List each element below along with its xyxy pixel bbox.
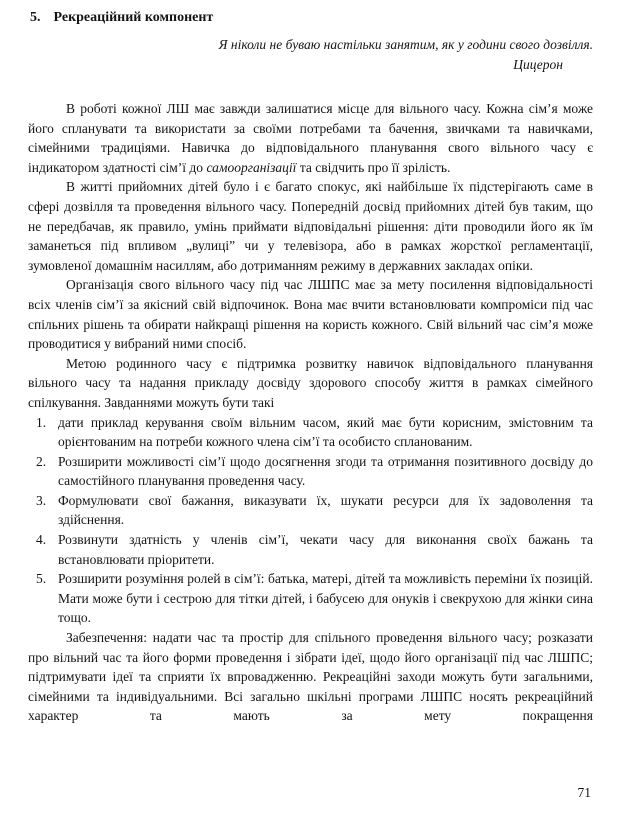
section-title: Рекреаційний компонент xyxy=(53,10,214,25)
epigraph-quote: Я ніколи не буваю настільки занятим, як у години свого дозвілля. xyxy=(218,37,593,52)
paragraph-1-emphasis: самоорганізації xyxy=(206,159,297,175)
list-item-text: дати приклад керування своїм вільним часом, який має бути корисним, змістовним та орієнтованим на потреби кожного члена сім’ї та особисто спланованим. xyxy=(58,414,593,450)
list-item-number: 1. xyxy=(36,414,47,430)
paragraph-1-text: В роботі кожної ЛШ має завжди залишатися місце для вільного часу. Кожна сім’я може його спланувати та використати за своїми потребами та бачення, звичками та навичками, сімейними традиціями. Навичка до відповідального планування свого вільного часу є індикатором здатності сім’ї до xyxy=(28,101,593,175)
list-item-number: 4. xyxy=(36,532,47,548)
epigraph-author: Цицерон xyxy=(513,57,563,72)
list-item-number: 5. xyxy=(36,571,47,587)
list-item-text: Розширити можливості сім’ї щодо досягнення згоди та отримання позитивного досвіду до самостійного планування проведення часу. xyxy=(58,453,593,489)
tasks-list xyxy=(28,413,593,629)
list-item-number: 2. xyxy=(36,453,47,469)
paragraph-3: Організація свого вільного часу під час ЛШПС має за мету посилення відповідальності всіх членів сім’ї за якісний свій відпочинок. Вона має вчити встановлювати компроміси під час спільних рішень та обирати найкращі рішення на користь кожного. Свій вільний час сім’я може проводитися у вибраний ними спосіб. xyxy=(28,277,593,352)
list-item xyxy=(28,413,593,452)
list-item xyxy=(28,530,593,569)
list-item xyxy=(28,452,593,491)
list-item xyxy=(28,569,593,628)
section-number: 5. xyxy=(30,10,41,25)
paragraph-1-text-end: та свідчить про її зрілість. xyxy=(296,159,451,175)
list-item xyxy=(28,491,593,530)
paragraph-4: Метою родинного часу є підтримка розвитку навичок відповідального планування вільного часу та надання прикладу досвіду здорового способу життя в рамках сімейного спілкування. Завданнями можуть бути такі xyxy=(28,355,593,410)
section-heading xyxy=(30,8,593,28)
page-number: 71 xyxy=(577,785,591,800)
epigraph xyxy=(28,35,593,75)
list-item-number: 3. xyxy=(36,492,47,508)
list-item-text: Розширити розуміння ролей в сім’ї: батька, матері, дітей та можливість переміни їх позицій. Мати може бути і сестрою для тітки дітей, і бабусею для онуків і свекрухою для жінки сина тощо. xyxy=(58,571,593,626)
list-item-text: Формулювати свої бажання, виказувати їх, шукати ресурси для їх задоволення та здійснення. xyxy=(58,492,593,528)
paragraph-5: Забезпечення: надати час та простір для спільного проведення вільного часу; розказати про вільний час та його форми проведення і зібрати ідеї, щодо його організації під час ЛШПС; підтримувати ідеї та сприяти їх впровадженню. Рекреаційні заходи можуть бути загальними, сімейними та індивідуальними. Всі загально шкільні програми ЛШПС носять рекреаційний характер та мають за мету покращення xyxy=(28,630,593,724)
list-item-text: Розвинути здатність у членів сім’ї, чекати часу для виконання своїх бажань та встановлювати пріоритети. xyxy=(58,532,593,567)
paragraph-2: В житті прийомних дітей було і є багато спокус, які найбільше їх підстерігають саме в сфері дозвілля та проведення вільного часу. Попередній досвід прийомних дітей був таким, що не передбачав, як правило, умінь приймати відповідальні рішення: діти проводили його як їм заманеться під впливом „вулиці” чи у телевізора, або в рамках жорсткої регламентації, зумовленої домашнім насиллям, або дотриманням режиму в державних закладах опіки. xyxy=(28,179,593,273)
paragraph-1 xyxy=(28,99,593,177)
